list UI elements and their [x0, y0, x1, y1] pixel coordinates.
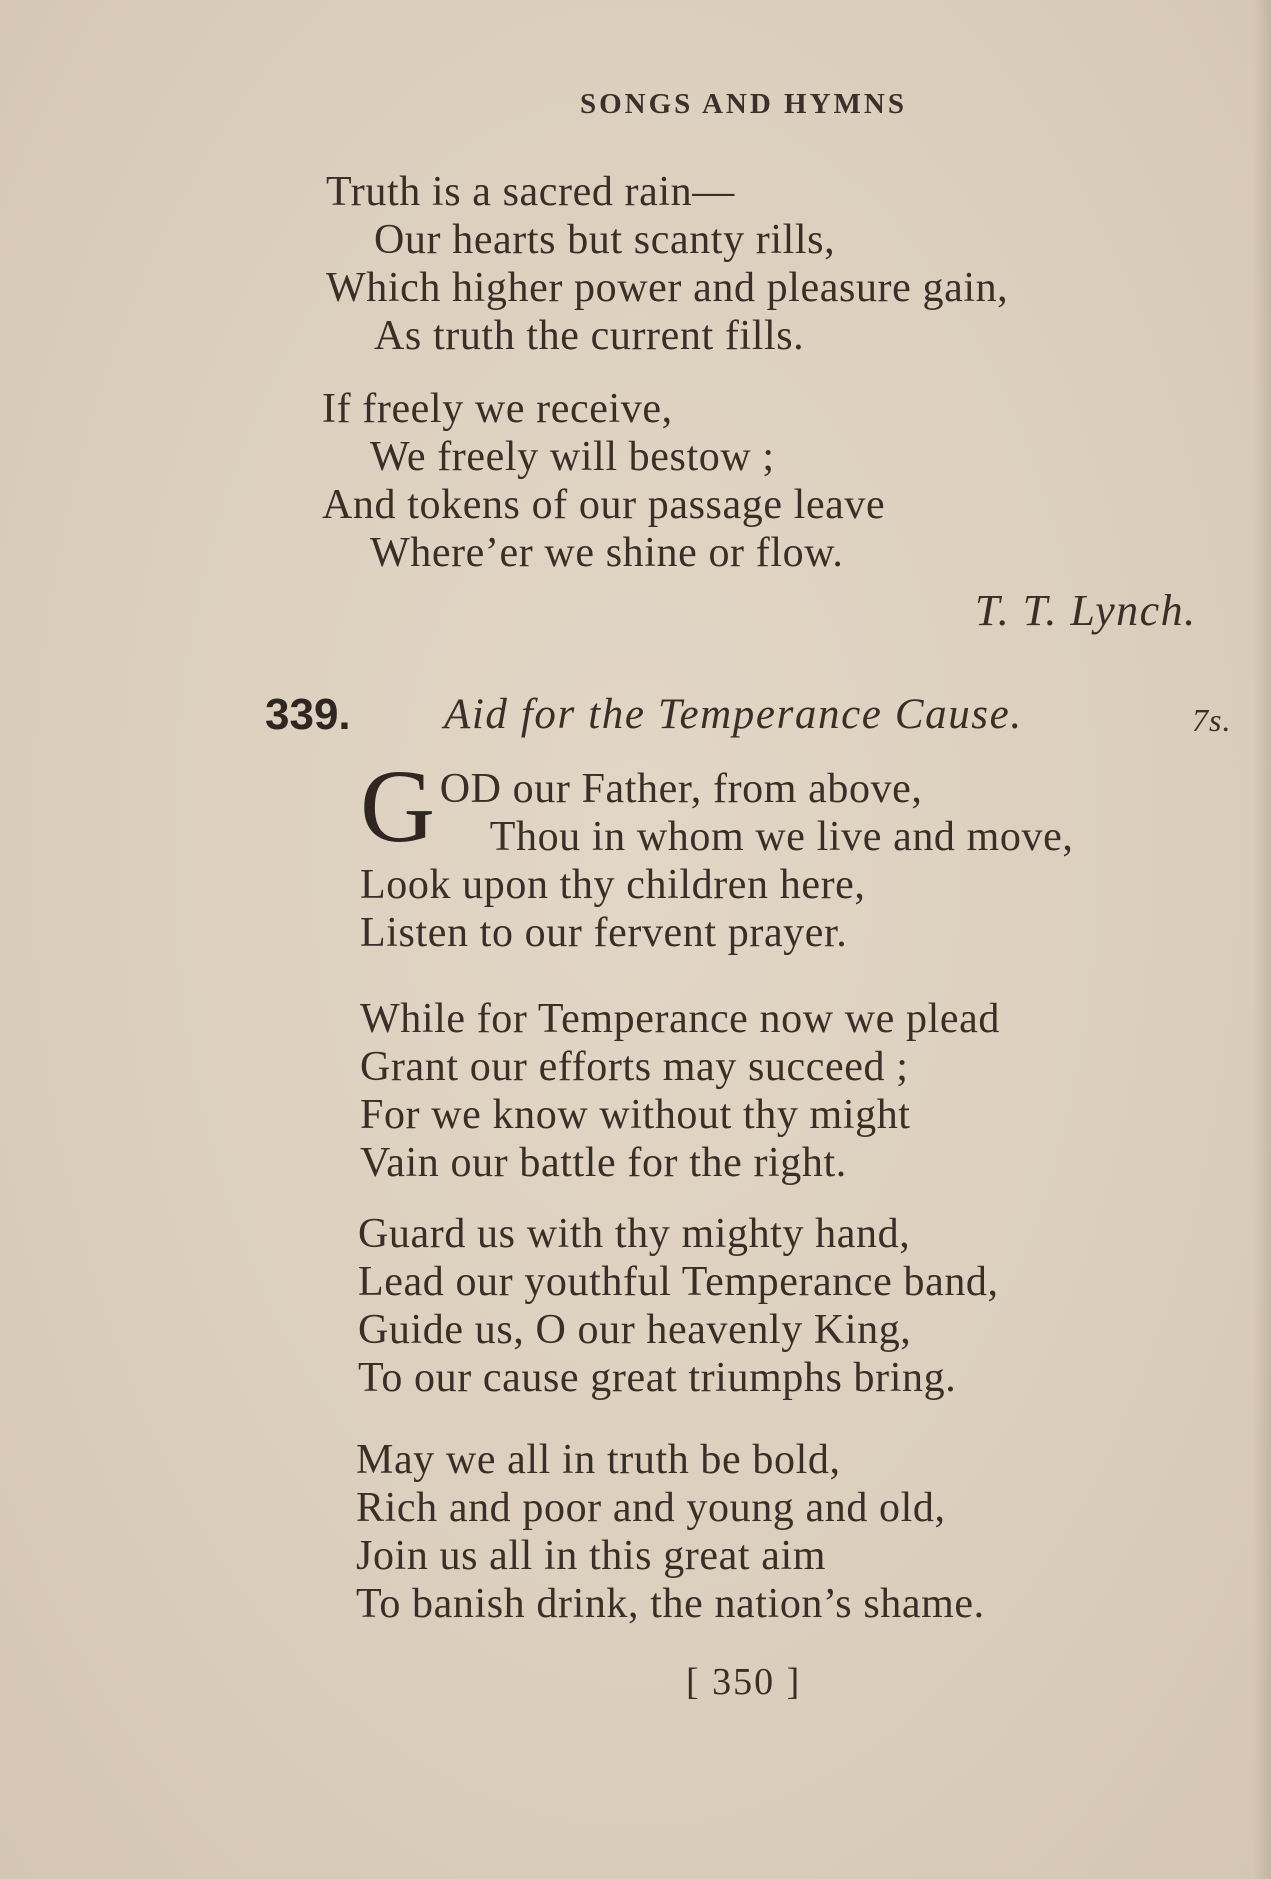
hymn-number: 339. — [265, 690, 351, 739]
verse-line: For we know without thy might — [360, 1092, 911, 1138]
verse-line: To our cause great triumphs bring. — [358, 1355, 957, 1401]
verse-line: Lead our youthful Temperance band, — [358, 1259, 999, 1305]
verse-line: Guide us, O our heavenly King, — [358, 1307, 912, 1353]
verse-line: Listen to our fervent prayer. — [360, 910, 848, 956]
verse-line: While for Temperance now we plead — [360, 996, 1000, 1042]
verse-line: May we all in truth be bold, — [356, 1437, 841, 1483]
running-head: SONGS AND HYMNS — [580, 88, 907, 120]
verse-line: Truth is a sacred rain— — [326, 169, 735, 215]
verse-line: Which higher power and pleasure gain, — [326, 265, 1009, 311]
author-attribution: T. T. Lynch. — [975, 586, 1197, 635]
hymn-stanza-2 — [360, 995, 1000, 1187]
verse-line: We freely will bestow ; — [370, 434, 775, 480]
verse-line: If freely we receive, — [322, 386, 673, 432]
hymn-stanza-4 — [356, 1436, 985, 1628]
previous-hymn-stanza-1 — [326, 168, 1008, 360]
verse-line: Join us all in this great aim — [356, 1533, 827, 1579]
verse-line: As truth the current fills. — [374, 313, 805, 359]
dropcap-block — [360, 749, 1074, 864]
verse-line: Vain our battle for the right. — [360, 1140, 847, 1186]
page-edge-shading — [1253, 0, 1271, 1879]
verse-line: Grant our efforts may succeed ; — [360, 1044, 909, 1090]
verse-line: To banish drink, the nation’s shame. — [356, 1581, 985, 1627]
hymn-stanza-1 — [360, 749, 1074, 957]
verse-line: Our hearts but scanty rills, — [374, 217, 836, 263]
verse-line: Thou in whom we live and move, — [489, 814, 1074, 860]
previous-hymn-stanza-2 — [322, 385, 885, 577]
verse-line: Rich and poor and young and old, — [356, 1485, 946, 1531]
verse-line: And tokens of our passage leave — [322, 482, 886, 528]
verse-line: OD our Father, from above, — [439, 766, 923, 812]
hymn-meter: 7s. — [1192, 702, 1232, 738]
verse-line: Look upon thy children here, — [360, 862, 866, 908]
page-number: [ 350 ] — [686, 1661, 802, 1703]
dropcap-letter: G — [360, 749, 436, 864]
hymn-stanza-3 — [358, 1210, 999, 1402]
verse-line: Where’er we shine or flow. — [370, 530, 844, 576]
hymn-title: Aid for the Temperance Cause. — [444, 691, 1023, 738]
verse-line: Guard us with thy mighty hand, — [358, 1211, 911, 1257]
